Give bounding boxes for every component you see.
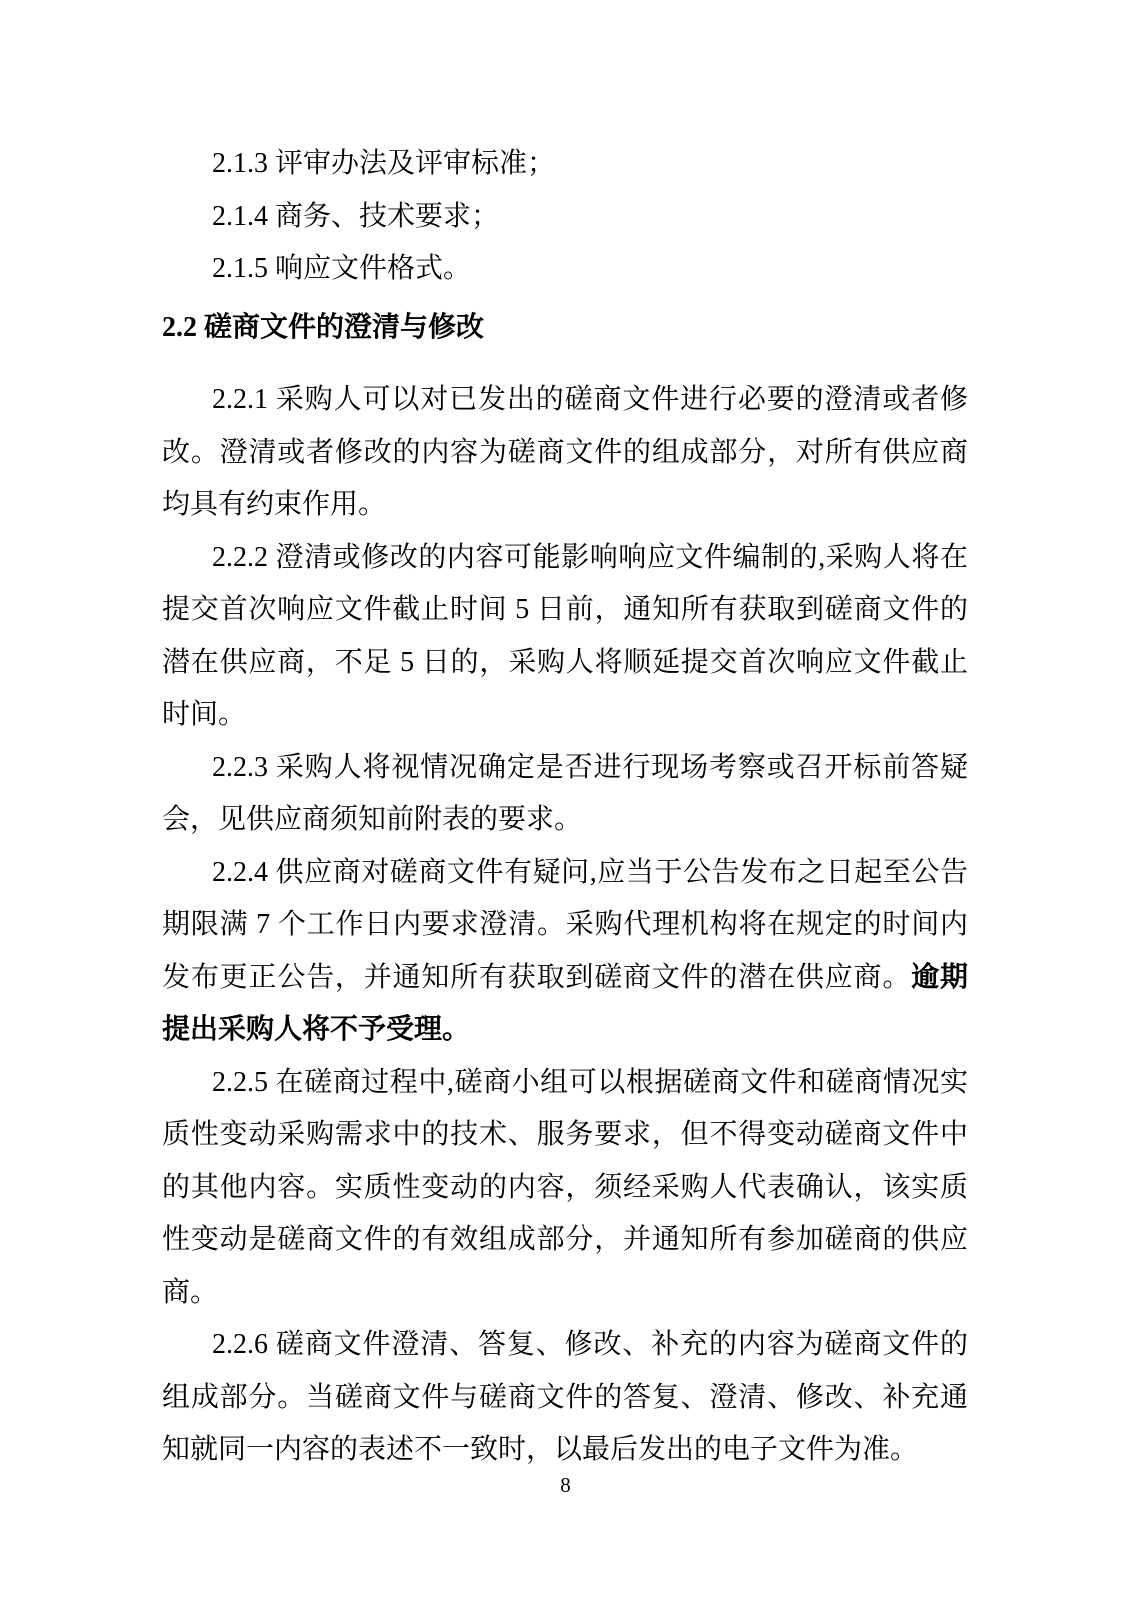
clause-2-2-5: 2.2.5 在磋商过程中,磋商小组可以根据磋商文件和磋商情况实质性变动采购需求中的技术、服务要求，但不得变动磋商文件中的其他内容。实质性变动的内容，须经采购人代表确认，该实质性变动是磋商文件的有效组成部分，并通知所有参加磋商的供应商。 bbox=[162, 1066, 968, 1308]
clause-2-2-3: 2.2.3 采购人将视情况确定是否进行现场考察或召开标前答疑会，见供应商须知前附表的要求。 bbox=[162, 751, 968, 835]
clause-2-2-2: 2.2.2 澄清或修改的内容可能影响响应文件编制的,采购人将在提交首次响应文件截止时间 5 日前，通知所有获取到磋商文件的潜在供应商，不足 5 日的，采购人将顺延提交首次响应文件截止时间。 bbox=[162, 541, 968, 730]
page-number: 8 bbox=[560, 1473, 571, 1497]
section-heading-2-2: 2.2 磋商文件的澄清与修改 bbox=[162, 311, 485, 343]
clause-2-2-1: 2.2.1 采购人可以对已发出的磋商文件进行必要的澄清或者修改。澄清或者修改的内容为磋商文件的组成部分，对所有供应商均具有约束作用。 bbox=[162, 384, 968, 520]
document-content bbox=[162, 138, 968, 1477]
clause-2-1-3: 2.1.3 评审办法及评审标准； bbox=[212, 148, 556, 179]
clause-2-1-5: 2.1.5 响应文件格式。 bbox=[212, 253, 472, 284]
clause-2-1-4: 2.1.4 商务、技术要求； bbox=[212, 200, 500, 232]
clause-2-2-4-text: 2.2.4 供应商对磋商文件有疑问,应当于公告发布之日起至公告期限满 7 个工作日内要求澄清。采购代理机构将在规定的时间内发布更正公告，并通知所有获取到磋商文件的潜在供应商。 bbox=[162, 856, 968, 993]
clause-2-2-6: 2.2.6 磋商文件澄清、答复、修改、补充的内容为磋商文件的组成部分。当磋商文件与磋商文件的答复、澄清、修改、补充通知就同一内容的表述不一致时，以最后发出的电子文件为准。 bbox=[162, 1329, 968, 1465]
clause-2-2-4 bbox=[162, 847, 968, 1057]
clause-2-2-4-emphasis: 逾期提出采购人将不予受理。 bbox=[162, 961, 968, 1045]
